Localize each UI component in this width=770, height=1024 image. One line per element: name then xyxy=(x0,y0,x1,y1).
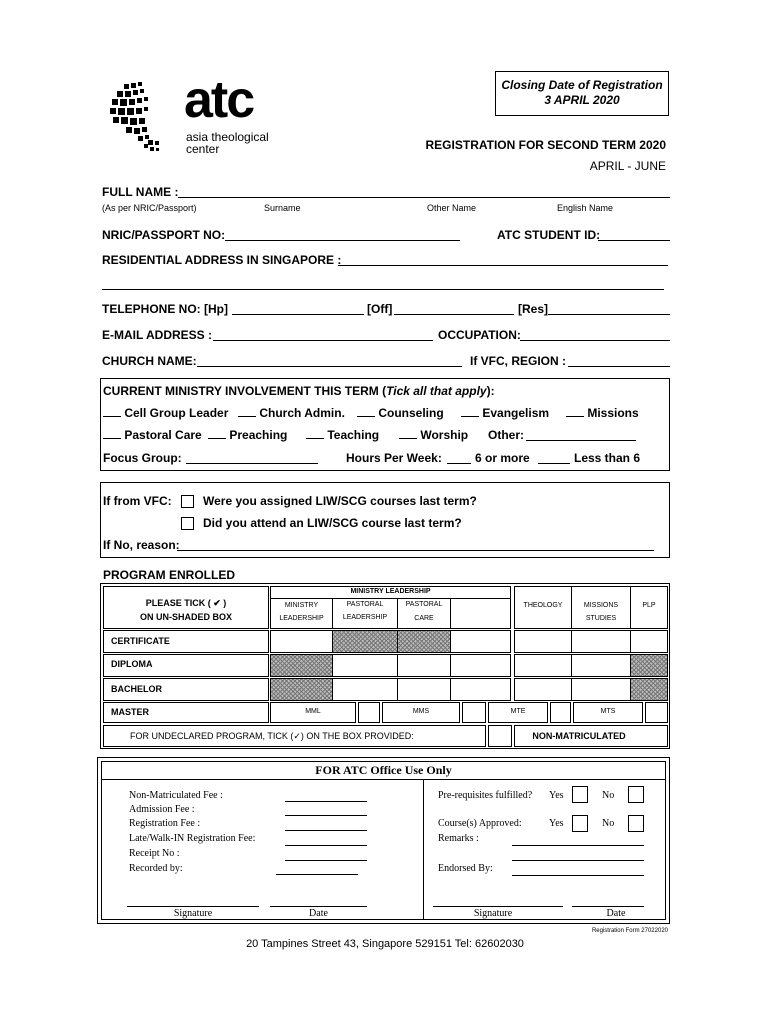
church-label: CHURCH NAME: xyxy=(102,354,197,368)
master-mte-label: MTE xyxy=(510,708,526,715)
master-mml-label: MML xyxy=(305,708,321,715)
non-matric-label: NON-MATRICULATED xyxy=(532,731,626,741)
row-master-label: MASTER xyxy=(111,707,149,717)
ministry-heading-text: CURRENT MINISTRY INVOLVEMENT THIS TERM ( xyxy=(103,384,387,398)
non-matric-checkbox[interactable] xyxy=(488,725,512,747)
dip-theology-box[interactable] xyxy=(514,654,572,677)
bach-pastoral-leadership-box[interactable] xyxy=(332,678,398,701)
courses-no-label: No xyxy=(602,818,615,829)
cert-plp-box[interactable] xyxy=(630,630,668,653)
col-plp-label: PLP xyxy=(642,602,656,609)
six-more-option: 6 or more xyxy=(475,451,530,465)
fee-non-matric: Non-Matriculated Fee : xyxy=(129,790,223,801)
missions-option: Missions xyxy=(587,406,639,420)
logo-text: atc xyxy=(184,71,254,129)
closing-date-box xyxy=(495,71,669,116)
office-title: FOR ATC Office Use Only xyxy=(315,763,452,777)
email-label: E-MAIL ADDRESS : xyxy=(102,328,213,342)
vfc-q2: Did you attend an LIW/SCG course last term? xyxy=(203,516,462,530)
prereq-no-label: No xyxy=(602,790,615,801)
atc-logo xyxy=(104,71,284,158)
undeclared-label: FOR UNDECLARED PROGRAM, TICK (✓) ON THE BOX PROVIDED: xyxy=(130,731,414,741)
ministry-pastoral-care xyxy=(103,428,202,442)
signature-label-left: Signature xyxy=(173,908,213,919)
bach-plp-shaded xyxy=(630,678,668,701)
receipt-no: Receipt No : xyxy=(129,848,180,859)
col-pastoral-label: PASTORAL xyxy=(346,601,384,608)
prereq-yes-checkbox[interactable] xyxy=(572,786,588,803)
ministry-evangelism xyxy=(461,406,549,420)
master-mts-label: MTS xyxy=(600,708,616,715)
address-field-2[interactable] xyxy=(102,289,664,290)
fee-late-field[interactable] xyxy=(285,845,367,846)
blank[interactable] xyxy=(357,416,375,417)
cert-pastoral-care-shaded xyxy=(397,630,451,653)
bach-ministry-shaded xyxy=(270,678,333,701)
focus-group-label: Focus Group: xyxy=(103,451,182,465)
blank[interactable] xyxy=(103,438,121,439)
courses-yes-label: Yes xyxy=(549,818,564,829)
address-label: RESIDENTIAL ADDRESS IN SINGAPORE : xyxy=(102,253,342,267)
ministry-heading-end: ): xyxy=(486,384,495,398)
church-admin-option: Church Admin. xyxy=(259,406,345,420)
res-field[interactable] xyxy=(548,314,670,315)
ministry-worship xyxy=(399,428,468,442)
ministry-heading xyxy=(103,384,495,398)
office-divider xyxy=(423,780,424,920)
vfc-region-field[interactable] xyxy=(568,366,670,367)
vfc-reason-field[interactable] xyxy=(177,550,654,551)
form-title: REGISTRATION FOR SECOND TERM 2020 xyxy=(425,138,666,152)
fee-admission-field[interactable] xyxy=(285,815,367,816)
english-name-label: English Name xyxy=(557,203,614,213)
vfc-label: If from VFC: xyxy=(103,494,172,508)
row-certificate-label: CERTIFICATE xyxy=(111,636,170,646)
cert-ministry-box[interactable] xyxy=(270,630,333,653)
full-name-field[interactable] xyxy=(178,197,670,198)
cert-blank-box[interactable] xyxy=(450,630,511,653)
signature-label-right: Signature xyxy=(473,908,513,919)
col-ministry-label: MINISTRY xyxy=(284,602,319,609)
dip-pastoral-care-box[interactable] xyxy=(397,654,451,677)
vfc-q1: Were you assigned LIW/SCG courses last term? xyxy=(203,494,477,508)
less-six-option: Less than 6 xyxy=(574,451,641,465)
logo-subtitle-1: asia theological xyxy=(186,130,269,144)
date-line-right[interactable] xyxy=(572,906,644,907)
blank[interactable] xyxy=(566,416,584,417)
master-mms-box[interactable] xyxy=(462,702,486,723)
recorded-by: Recorded by: xyxy=(129,863,183,874)
col-care-label: CARE xyxy=(414,615,434,622)
ministry-counseling xyxy=(357,406,444,420)
receipt-no-field[interactable] xyxy=(285,860,367,861)
please-tick-label: PLEASE TICK ( ✔ ) xyxy=(145,598,227,608)
occupation-field[interactable] xyxy=(520,340,670,341)
master-mms-label: MMS xyxy=(412,708,430,715)
remarks-field-2[interactable] xyxy=(512,860,644,861)
cert-missions-box[interactable] xyxy=(571,630,631,653)
col-leadership-label: LEADERSHIP xyxy=(279,615,324,622)
pastoral-care-option: Pastoral Care xyxy=(124,428,202,442)
fee-registration-field[interactable] xyxy=(285,830,367,831)
less-six-blank[interactable] xyxy=(538,463,570,464)
office-title-rule xyxy=(101,779,666,780)
dip-missions-box[interactable] xyxy=(571,654,631,677)
bach-theology-box[interactable] xyxy=(514,678,572,701)
row-bachelor-label: BACHELOR xyxy=(111,684,162,694)
res-label: [Res] xyxy=(518,302,549,316)
bach-blank-box[interactable] xyxy=(450,678,511,701)
fee-registration: Registration Fee : xyxy=(129,818,201,829)
hours-label: Hours Per Week: xyxy=(346,451,442,465)
bach-pastoral-care-box[interactable] xyxy=(397,678,451,701)
evangelism-option: Evangelism xyxy=(482,406,550,420)
unshaded-label: ON UN-SHADED BOX xyxy=(139,612,232,622)
closing-date: 3 APRIL 2020 xyxy=(544,93,620,107)
recorded-by-field[interactable] xyxy=(276,874,358,875)
off-label: [Off] xyxy=(367,302,393,316)
vfc-q1-checkbox[interactable] xyxy=(181,495,194,508)
student-id-field[interactable] xyxy=(598,240,670,241)
ministry-other-label: Other: xyxy=(488,428,524,442)
nric-field[interactable] xyxy=(225,240,460,241)
footer-address: 20 Tampines Street 43, Singapore 529151 Tel: 62602030 xyxy=(246,938,524,950)
address-field[interactable] xyxy=(338,265,668,266)
ml-group-label: MINISTRY LEADERSHIP xyxy=(350,588,431,595)
student-id-label: ATC STUDENT ID: xyxy=(497,228,601,242)
email-field[interactable] xyxy=(213,340,433,341)
date-label-right: Date xyxy=(606,908,626,919)
closing-label: Closing Date of Registration xyxy=(501,78,663,92)
ministry-other-field[interactable] xyxy=(526,440,636,441)
focus-group-field[interactable] xyxy=(186,463,318,464)
prereq-yes-label: Yes xyxy=(549,790,564,801)
courses-label: Course(s) Approved: xyxy=(438,818,522,829)
col-missions-label: MISSIONS xyxy=(583,602,619,609)
col-blank-cell xyxy=(450,598,511,629)
off-field[interactable] xyxy=(394,314,514,315)
telephone-label: TELEPHONE NO: [Hp] xyxy=(102,302,228,316)
blank[interactable] xyxy=(399,438,417,439)
blank[interactable] xyxy=(238,416,256,417)
nric-label: NRIC/PASSPORT NO: xyxy=(102,228,226,242)
master-mts-box[interactable] xyxy=(645,702,668,723)
vfc-reason-label: If No, reason: xyxy=(103,538,180,552)
dip-plp-shaded xyxy=(630,654,668,677)
form-subtitle: APRIL - JUNE xyxy=(589,159,666,173)
date-line-left[interactable] xyxy=(270,906,367,907)
teaching-option: Teaching xyxy=(327,428,380,442)
col-pastoral2-label: PASTORAL xyxy=(405,601,443,608)
counseling-option: Counseling xyxy=(378,406,444,420)
other-name-label: Other Name xyxy=(427,203,477,213)
program-heading: PROGRAM ENROLLED xyxy=(103,568,235,582)
dip-blank-box[interactable] xyxy=(450,654,511,677)
occupation-label: OCCUPATION: xyxy=(438,328,521,342)
blank[interactable] xyxy=(461,416,479,417)
fee-late: Late/Walk-IN Registration Fee: xyxy=(129,833,256,844)
ministry-heading-italic: Tick all that apply xyxy=(386,384,487,398)
endorsed-label: Endorsed By: xyxy=(438,863,493,874)
ministry-preaching xyxy=(208,428,287,442)
col-theology-label: THEOLOGY xyxy=(523,602,563,609)
six-more-blank[interactable] xyxy=(447,463,471,464)
fee-non-matric-field[interactable] xyxy=(285,801,367,802)
ministry-church-admin xyxy=(238,406,345,420)
worship-option: Worship xyxy=(420,428,469,442)
vfc-region-label: If VFC, REGION : xyxy=(470,354,566,368)
ministry-missions xyxy=(566,406,639,420)
full-name-label: FULL NAME : xyxy=(102,185,179,199)
signature-line-right[interactable] xyxy=(433,906,563,907)
endorsed-field[interactable] xyxy=(512,875,644,876)
blank[interactable] xyxy=(306,438,324,439)
signature-line-left[interactable] xyxy=(127,906,259,907)
preaching-option: Preaching xyxy=(229,428,288,442)
cert-theology-box[interactable] xyxy=(514,630,572,653)
cert-pastoral-leadership-shaded xyxy=(332,630,398,653)
fee-admission: Admission Fee : xyxy=(129,804,195,815)
remarks-field-1[interactable] xyxy=(512,845,644,846)
courses-yes-checkbox[interactable] xyxy=(572,815,588,832)
dip-pastoral-leadership-box[interactable] xyxy=(332,654,398,677)
hp-field[interactable] xyxy=(232,314,364,315)
row-diploma-label: DIPLOMA xyxy=(111,659,153,669)
date-label-left: Date xyxy=(309,908,328,919)
as-per-label: (As per NRIC/Passport) xyxy=(102,203,197,213)
ministry-row-1 xyxy=(103,406,228,420)
blank[interactable] xyxy=(103,416,121,417)
blank[interactable] xyxy=(208,438,226,439)
master-mte-box[interactable] xyxy=(550,702,571,723)
vfc-q2-checkbox[interactable] xyxy=(181,517,194,530)
col-studies-label: STUDIES xyxy=(585,615,617,622)
ministry-teaching xyxy=(306,428,379,442)
dip-ministry-shaded xyxy=(270,654,333,677)
col-pastoral-leadership-label: LEADERSHIP xyxy=(342,614,388,621)
master-mml-box[interactable] xyxy=(358,702,380,723)
prereq-no-checkbox[interactable] xyxy=(628,786,644,803)
courses-no-checkbox[interactable] xyxy=(628,815,644,832)
remarks-label: Remarks : xyxy=(438,833,479,844)
church-field[interactable] xyxy=(197,366,462,367)
globe-icon xyxy=(104,78,182,156)
prereq-label: Pre-requisites fulfilled? xyxy=(438,790,533,801)
surname-label: Surname xyxy=(264,203,301,213)
logo-subtitle-2: center xyxy=(186,142,220,156)
cell-group-leader-option: Cell Group Leader xyxy=(124,406,229,420)
form-code: Registration Form 27022020 xyxy=(591,928,668,934)
bach-missions-box[interactable] xyxy=(571,678,631,701)
